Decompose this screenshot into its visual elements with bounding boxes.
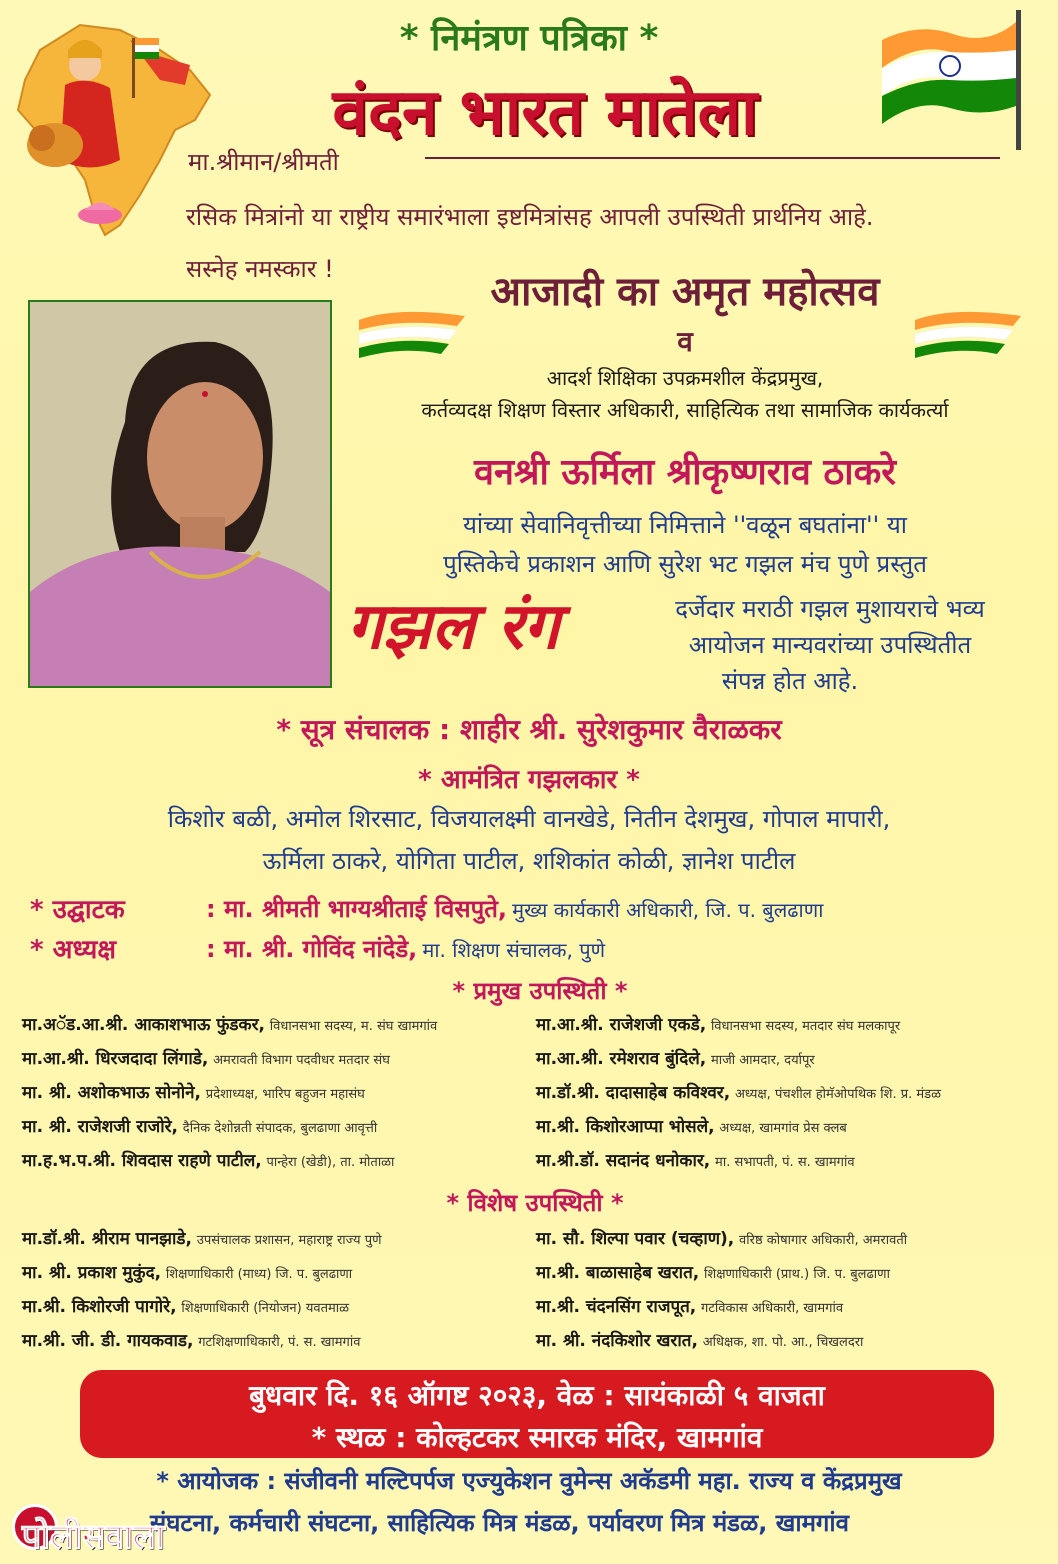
inaugurator-name: : मा. श्रीमती भाग्यश्रीताई विसपुते, bbox=[206, 895, 508, 923]
president-desc: मा. शिक्षण संचालक, पुणे bbox=[422, 938, 606, 962]
honoree-role-1: आदर्श शिक्षिका उपक्रमशील केंद्रप्रमुख, bbox=[546, 366, 824, 390]
watermark-logo bbox=[8, 1500, 228, 1556]
list-item: मा.श्री. किशोरआप्पा भोसले, अध्यक्ष, खामगांव प्रेस क्लब bbox=[536, 1117, 847, 1137]
honoree-photo bbox=[28, 300, 332, 688]
honoree-name: वनश्री ऊर्मिला श्रीकृष्णराव ठाकरे bbox=[473, 452, 896, 493]
invited-poets-1: किशोर बळी, अमोल शिरसाट, विजयालक्ष्मी वानखेडे, नितीन देशमुख, गोपाल मापारी, bbox=[167, 805, 891, 833]
publication-text: पुस्तिकेचे प्रकाशन आणि सुरेश भट गझल मंच पुणे प्रस्तुत bbox=[443, 550, 927, 578]
retirement-text: यांच्या सेवानिवृत्तीच्या निमित्ताने ''वळून बघतांना'' या bbox=[463, 511, 907, 539]
list-item: मा. श्री. राजेशजी राजोरे, दैनिक देशोन्नती संपादक, बुलढाणा आवृत्ती bbox=[22, 1117, 378, 1137]
list-item: मा.डॉ.श्री. दादासाहेब कविश्वर, अध्यक्ष, पंचशील होमॅओपथिक शि. प्र. मंडळ bbox=[536, 1083, 941, 1103]
president-name: : मा. श्री. गोविंद नांदेडे, bbox=[206, 935, 418, 963]
list-item: मा.श्री. बाळासाहेब खरात, शिक्षणाधिकारी (प्राथ.) जि. प. बुलढाणा bbox=[536, 1263, 890, 1283]
special-left-list bbox=[22, 1226, 382, 1362]
mushaira-text-3: संपन्न होत आहे. bbox=[721, 667, 859, 695]
inaugurator-line bbox=[206, 892, 823, 925]
special-right-list bbox=[536, 1226, 907, 1362]
list-item: मा.श्री. जी. डी. गायकवाड, गटशिक्षणाधिकारी, पं. स. खामगांव bbox=[22, 1331, 361, 1351]
list-item: मा.ह.भ.प.श्री. शिवदास राहणे पाटील, पान्हेरा (खेडी), ता. मोताळा bbox=[22, 1151, 395, 1171]
inaugurator-label: * उद्घाटक bbox=[30, 895, 125, 925]
and-text: व bbox=[677, 325, 693, 358]
list-item: मा.आ.श्री. धिरजदादा लिंगाडे, अमरावती विभाग पदवीधर मतदार संघ bbox=[22, 1049, 390, 1069]
invited-heading: * आमंत्रित गझलकार * bbox=[418, 765, 640, 795]
event-venue: * स्थळ : कोल्हटकर स्मारक मंदिर, खामगांव bbox=[311, 1421, 763, 1454]
list-item: मा. सौ. शिल्पा पवार (चव्हाण), वरिष्ठ कोषागार अधिकारी, अमरावती bbox=[536, 1229, 908, 1249]
list-item: मा.आ.श्री. राजेशजी एकडे, विधानसभा सदस्य, मतदार संघ मलकापूर bbox=[536, 1015, 901, 1035]
watermark-text: पोलीसवाला bbox=[22, 1517, 165, 1557]
ghazal-rang-title: गझल रंग bbox=[347, 589, 560, 664]
special-heading: * विशेष उपस्थिती * bbox=[446, 1189, 624, 1217]
organizer-line-2: संघटना, कर्मचारी संघटना, साहित्यिक मित्र मंडळ, पर्यावरण मित्र मंडळ, खामगांव bbox=[150, 1509, 849, 1537]
president-line bbox=[206, 932, 605, 965]
list-item: मा. श्री. नंदकिशोर खरात, अधिक्षक, शा. पो. आ., चिखलदरा bbox=[536, 1331, 864, 1351]
request-text: रसिक मित्रांनो या राष्ट्रीय समारंभाला इष्टमित्रांसह आपली उपस्थिती प्रार्थनिय आहे. bbox=[186, 203, 874, 231]
list-item: मा.अॅड.आ.श्री. आकाशभाऊ फुंडकर, विधानसभा सदस्य, म. संघ खामगांव bbox=[22, 1015, 438, 1035]
main-title: वंदन भारत मातेला bbox=[332, 76, 758, 150]
greeting: सस्नेह नमस्कार ! bbox=[186, 255, 334, 283]
inaugurator-desc: मुख्य कार्यकारी अधिकारी, जि. प. बुलढाणा bbox=[512, 898, 824, 922]
list-item: मा.आ.श्री. रमेशराव बुंदिले, माजी आमदार, दर्यापूर bbox=[536, 1049, 815, 1069]
list-item: मा.श्री. चंदनसिंग राजपूत, गटविकास अधिकारी, खामगांव bbox=[536, 1297, 844, 1317]
event-date-time: बुधवार दि. १६ ऑगष्ट २०२३, वेळ : सायंकाळी ५ वाजता bbox=[249, 1379, 825, 1412]
name-line bbox=[425, 157, 1000, 159]
list-item: मा.श्री.डॉ. सदानंद धनोकार, मा. सभापती, पं. स. खामगांव bbox=[536, 1151, 855, 1171]
list-item: मा. श्री. अशोकभाऊ सोनोने, प्रदेशाध्यक्ष, भारिप बहुजन महासंघ bbox=[22, 1083, 365, 1103]
honoree-role-2: कर्तव्यदक्ष शिक्षण विस्तार अधिकारी, साहित्यिक तथा सामाजिक कार्यकर्त्या bbox=[421, 398, 949, 422]
organizer-line-1: * आयोजक : संजीवनी मल्टिपर्पज एज्युकेशन वुमेन्स अकॅडमी महा. राज्य व केंद्रप्रमुख bbox=[156, 1467, 902, 1495]
date-venue-banner bbox=[80, 1370, 994, 1458]
chief-left-list bbox=[22, 1012, 437, 1182]
invited-poets-2: ऊर्मिला ठाकरे, योगिता पाटील, शशिकांत कोळी, ज्ञानेश पाटील bbox=[262, 847, 796, 875]
chief-right-list bbox=[536, 1012, 941, 1182]
list-item: मा.डॉ.श्री. श्रीराम पानझाडे, उपसंचालक प्रशासन, महाराष्ट्र राज्य पुणे bbox=[22, 1229, 382, 1249]
mushaira-text-1: दर्जेदार मराठी गझल मुशायराचे भव्य bbox=[675, 595, 985, 623]
list-item: मा. श्री. प्रकाश मुकुंद, शिक्षणाधिकारी (माध्य) जि. प. बुलढाणा bbox=[22, 1263, 353, 1283]
anchor-line: * सूत्र संचालक : शाहीर श्री. सुरेशकुमार वैराळकर bbox=[276, 713, 782, 746]
celebration-title: आजादी का अमृत महोत्सव bbox=[490, 269, 880, 315]
mushaira-text-2: आयोजन मान्यवरांच्या उपस्थितीत bbox=[688, 631, 972, 659]
president-label: * अध्यक्ष bbox=[30, 935, 117, 965]
chief-heading: * प्रमुख उपस्थिती * bbox=[452, 977, 628, 1005]
list-item: मा.श्री. किशोरजी पागोरे, शिक्षणाधिकारी (नियोजन) यवतमाळ bbox=[22, 1297, 350, 1317]
invitation-label: * निमंत्रण पत्रिका * bbox=[399, 18, 659, 59]
salutation: मा.श्रीमान/श्रीमती bbox=[188, 148, 339, 176]
